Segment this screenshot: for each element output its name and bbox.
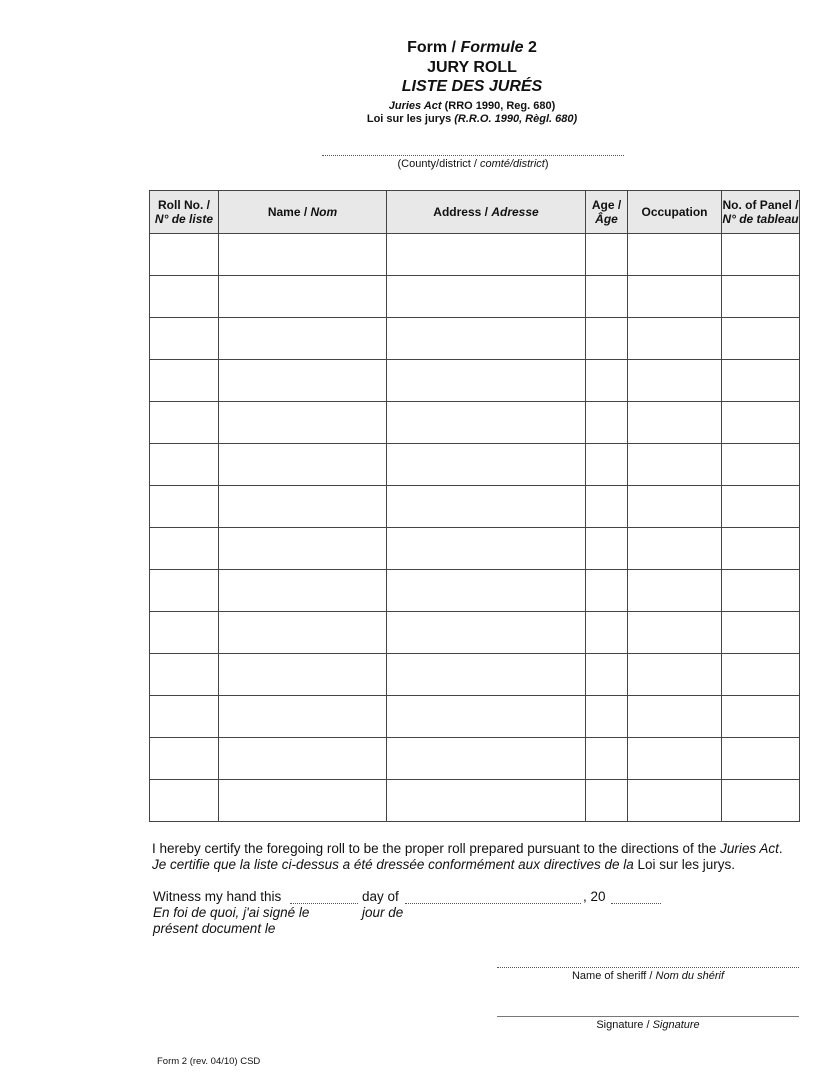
county-district-label: (County/district / comté/district) bbox=[397, 158, 549, 170]
signature-field[interactable] bbox=[497, 1016, 799, 1017]
occupation-cell[interactable] bbox=[628, 528, 722, 570]
jury-roll-table bbox=[149, 190, 800, 822]
name-cell[interactable] bbox=[219, 738, 387, 780]
table-row bbox=[150, 486, 800, 528]
address-cell[interactable] bbox=[387, 528, 586, 570]
occupation-cell[interactable] bbox=[628, 318, 722, 360]
roll-no-cell[interactable] bbox=[150, 528, 219, 570]
title-english: JURY ROLL bbox=[427, 59, 517, 76]
occupation-cell[interactable] bbox=[628, 738, 722, 780]
column-header-occupation: Occupation bbox=[628, 191, 722, 234]
panel-no-cell[interactable] bbox=[722, 654, 800, 696]
roll-no-cell[interactable] bbox=[150, 444, 219, 486]
age-cell[interactable] bbox=[586, 234, 628, 276]
roll-no-cell[interactable] bbox=[150, 234, 219, 276]
roll-no-cell[interactable] bbox=[150, 318, 219, 360]
panel-no-cell[interactable] bbox=[722, 318, 800, 360]
panel-no-cell[interactable] bbox=[722, 528, 800, 570]
address-cell[interactable] bbox=[387, 276, 586, 318]
column-header-age: Age / Âge bbox=[586, 191, 628, 234]
table-row bbox=[150, 570, 800, 612]
occupation-cell[interactable] bbox=[628, 276, 722, 318]
table-row bbox=[150, 528, 800, 570]
name-cell[interactable] bbox=[219, 276, 387, 318]
panel-no-cell[interactable] bbox=[722, 360, 800, 402]
witness-year-field[interactable] bbox=[611, 903, 661, 904]
age-cell[interactable] bbox=[586, 402, 628, 444]
name-cell[interactable] bbox=[219, 318, 387, 360]
occupation-cell[interactable] bbox=[628, 654, 722, 696]
age-cell[interactable] bbox=[586, 486, 628, 528]
table-row bbox=[150, 360, 800, 402]
name-cell[interactable] bbox=[219, 570, 387, 612]
occupation-cell[interactable] bbox=[628, 780, 722, 822]
act-reference-english: Juries Act (RRO 1990, Reg. 680) bbox=[388, 100, 556, 112]
address-cell[interactable] bbox=[387, 234, 586, 276]
roll-no-cell[interactable] bbox=[150, 654, 219, 696]
age-cell[interactable] bbox=[586, 444, 628, 486]
roll-no-cell[interactable] bbox=[150, 738, 219, 780]
column-header-roll-no: Roll No. / N° de liste bbox=[150, 191, 219, 234]
table-row bbox=[150, 276, 800, 318]
table-row bbox=[150, 654, 800, 696]
occupation-cell[interactable] bbox=[628, 486, 722, 528]
address-cell[interactable] bbox=[387, 318, 586, 360]
signature-label: Signature / Signature bbox=[596, 1019, 700, 1031]
occupation-cell[interactable] bbox=[628, 612, 722, 654]
age-cell[interactable] bbox=[586, 654, 628, 696]
table-row bbox=[150, 738, 800, 780]
occupation-cell[interactable] bbox=[628, 402, 722, 444]
table-row bbox=[150, 444, 800, 486]
roll-no-cell[interactable] bbox=[150, 570, 219, 612]
panel-no-cell[interactable] bbox=[722, 612, 800, 654]
panel-no-cell[interactable] bbox=[722, 276, 800, 318]
age-cell[interactable] bbox=[586, 780, 628, 822]
certification-english: I hereby certify the foregoing roll to be the proper roll prepared pursuant to the directions of the Juries Act. bbox=[152, 841, 783, 856]
certification-french: Je certifie que la liste ci-dessus a été dressée conformément aux directives de la Loi sur les jurys. bbox=[152, 857, 736, 872]
age-cell[interactable] bbox=[586, 570, 628, 612]
panel-no-cell[interactable] bbox=[722, 738, 800, 780]
sheriff-name-field[interactable] bbox=[497, 967, 799, 968]
panel-no-cell[interactable] bbox=[722, 444, 800, 486]
name-cell[interactable] bbox=[219, 444, 387, 486]
address-cell[interactable] bbox=[387, 402, 586, 444]
occupation-cell[interactable] bbox=[628, 696, 722, 738]
table-row bbox=[150, 402, 800, 444]
form-header bbox=[0, 38, 840, 126]
age-cell[interactable] bbox=[586, 360, 628, 402]
roll-no-cell[interactable] bbox=[150, 486, 219, 528]
panel-no-cell[interactable] bbox=[722, 234, 800, 276]
name-cell[interactable] bbox=[219, 360, 387, 402]
column-header-address: Address / Adresse bbox=[387, 191, 586, 234]
occupation-cell[interactable] bbox=[628, 360, 722, 402]
age-cell[interactable] bbox=[586, 276, 628, 318]
occupation-cell[interactable] bbox=[628, 234, 722, 276]
address-cell[interactable] bbox=[387, 486, 586, 528]
column-header-name: Name / Nom bbox=[219, 191, 387, 234]
panel-no-cell[interactable] bbox=[722, 696, 800, 738]
act-reference-french: Loi sur les jurys (R.R.O. 1990, Règl. 680) bbox=[366, 113, 578, 125]
table-row bbox=[150, 318, 800, 360]
title-french: LISTE DES JURÉS bbox=[401, 78, 543, 95]
witness-month-field[interactable] bbox=[405, 903, 581, 904]
day-of-label: day of jour de bbox=[362, 889, 404, 920]
table-row bbox=[150, 780, 800, 822]
age-cell[interactable] bbox=[586, 528, 628, 570]
address-cell[interactable] bbox=[387, 612, 586, 654]
name-cell[interactable] bbox=[219, 780, 387, 822]
roll-no-cell[interactable] bbox=[150, 696, 219, 738]
name-cell[interactable] bbox=[219, 528, 387, 570]
roll-no-cell[interactable] bbox=[150, 402, 219, 444]
witness-label: Witness my hand this En foi de quoi, j'ai signé le présent document le bbox=[153, 889, 310, 936]
table-row bbox=[150, 234, 800, 276]
address-cell[interactable] bbox=[387, 360, 586, 402]
panel-no-cell[interactable] bbox=[722, 570, 800, 612]
sheriff-name-label: Name of sheriff / Nom du shérif bbox=[571, 970, 725, 982]
table-row bbox=[150, 612, 800, 654]
address-cell[interactable] bbox=[387, 570, 586, 612]
occupation-cell[interactable] bbox=[628, 570, 722, 612]
table-header-row bbox=[150, 191, 800, 234]
roll-no-cell[interactable] bbox=[150, 612, 219, 654]
year-prefix-label: , 20 bbox=[583, 889, 606, 904]
name-cell[interactable] bbox=[219, 696, 387, 738]
address-cell[interactable] bbox=[387, 444, 586, 486]
witness-day-field[interactable] bbox=[290, 903, 358, 904]
occupation-cell[interactable] bbox=[628, 444, 722, 486]
table-row bbox=[150, 696, 800, 738]
age-cell[interactable] bbox=[586, 318, 628, 360]
age-cell[interactable] bbox=[586, 612, 628, 654]
form-footer: Form 2 (rev. 04/10) CSD bbox=[157, 1056, 261, 1067]
panel-no-cell[interactable] bbox=[722, 486, 800, 528]
roll-no-cell[interactable] bbox=[150, 360, 219, 402]
name-cell[interactable] bbox=[219, 654, 387, 696]
panel-no-cell[interactable] bbox=[722, 780, 800, 822]
age-cell[interactable] bbox=[586, 696, 628, 738]
county-district-field[interactable] bbox=[322, 155, 624, 156]
panel-no-cell[interactable] bbox=[722, 402, 800, 444]
name-cell[interactable] bbox=[219, 234, 387, 276]
table-body bbox=[150, 234, 800, 822]
column-header-panel-no: No. of Panel / N° de tableau bbox=[722, 191, 800, 234]
address-cell[interactable] bbox=[387, 654, 586, 696]
name-cell[interactable] bbox=[219, 486, 387, 528]
address-cell[interactable] bbox=[387, 738, 586, 780]
address-cell[interactable] bbox=[387, 780, 586, 822]
roll-no-cell[interactable] bbox=[150, 780, 219, 822]
form-number-title: Form / Formule 2 bbox=[407, 39, 537, 56]
age-cell[interactable] bbox=[586, 738, 628, 780]
address-cell[interactable] bbox=[387, 696, 586, 738]
name-cell[interactable] bbox=[219, 612, 387, 654]
roll-no-cell[interactable] bbox=[150, 276, 219, 318]
certification-statement bbox=[152, 841, 783, 873]
name-cell[interactable] bbox=[219, 402, 387, 444]
